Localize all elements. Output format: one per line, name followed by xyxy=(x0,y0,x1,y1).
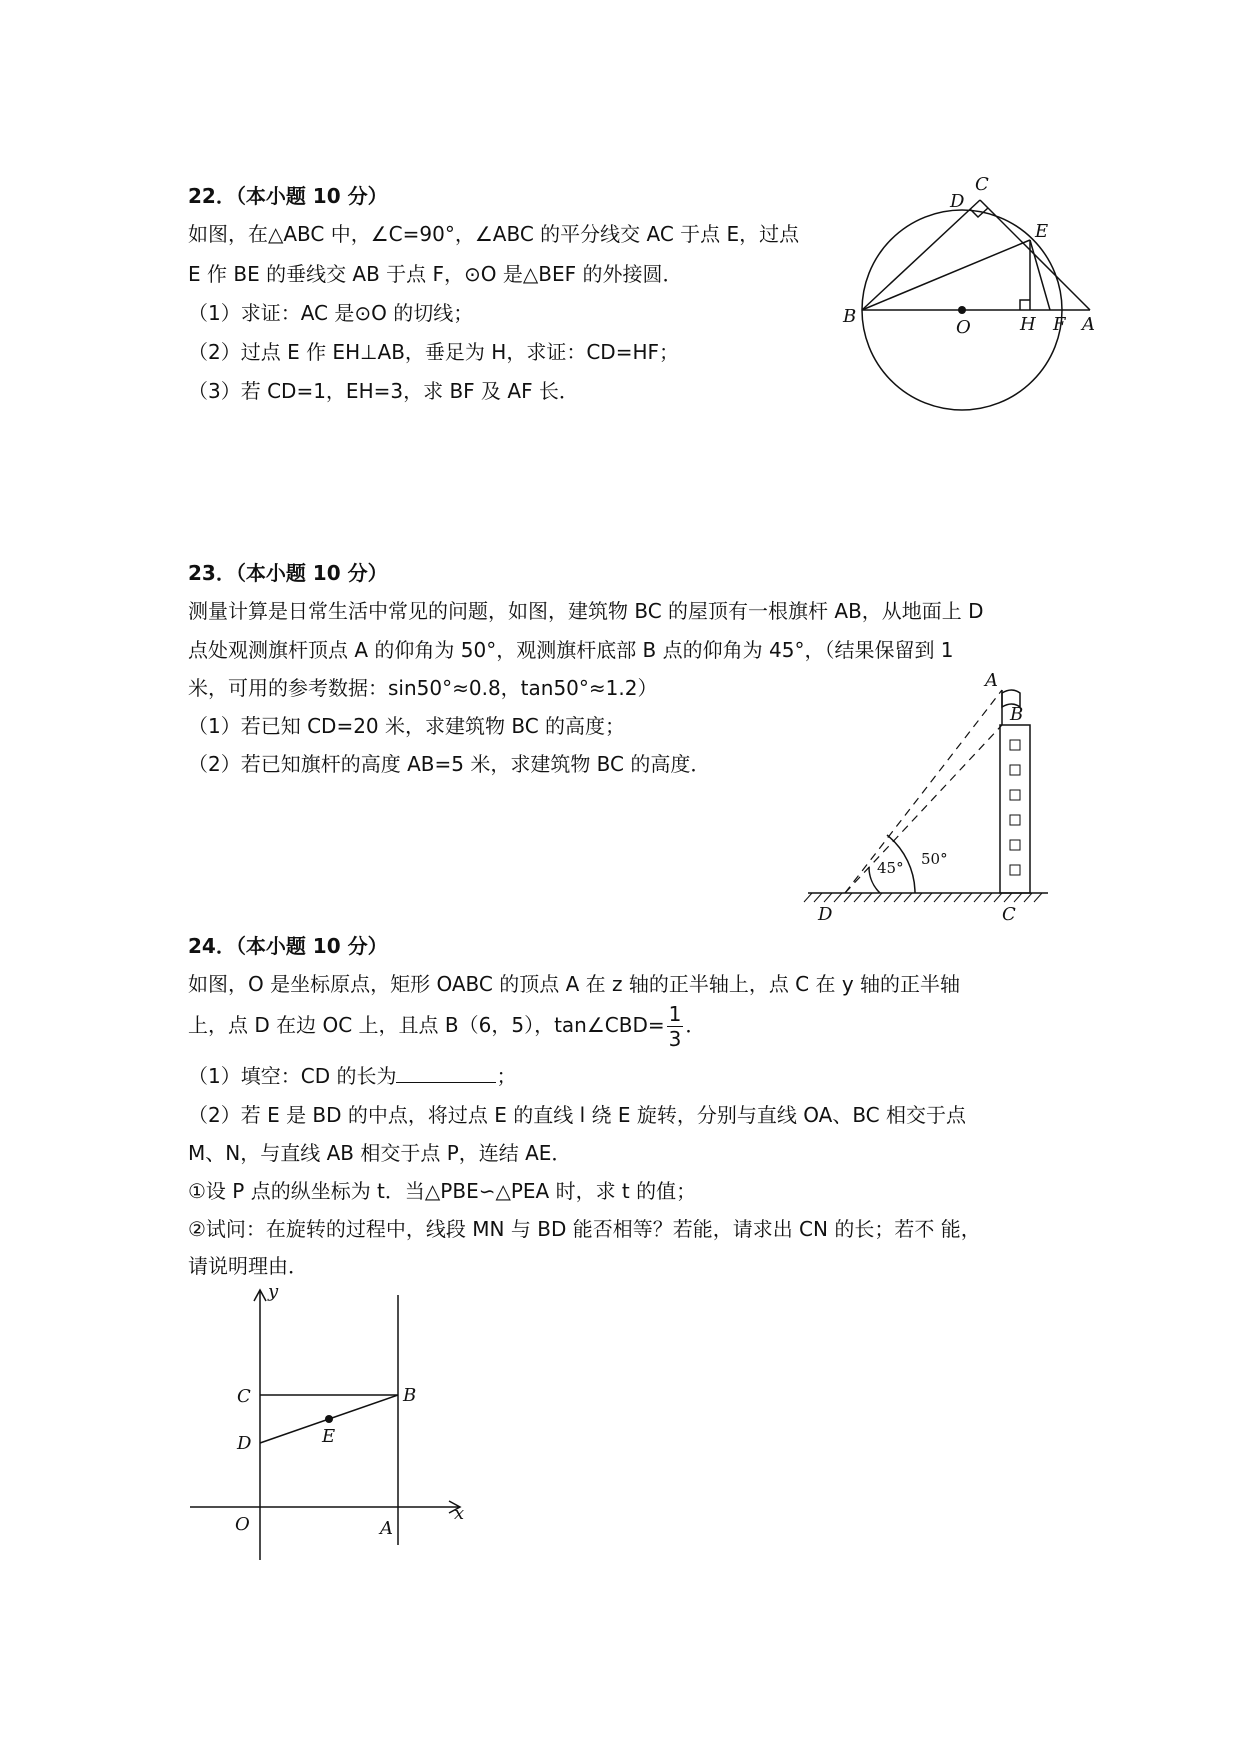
answer-blank[interactable] xyxy=(396,1066,496,1083)
problem-22-question-3: （3）若 CD=1，EH=3，求 BF 及 AF 长． xyxy=(188,379,579,403)
problem-23-title: 23．（本小题 10 分） xyxy=(188,561,388,585)
label-E: E xyxy=(1035,221,1049,242)
problem-22-title: 22．（本小题 10 分） xyxy=(188,184,388,208)
problem-23-stem-line-2: 点处观测旗杆顶点 A 的仰角为 50°，观测旗杆底部 B 点的仰角为 45°，（结果保留到 1 xyxy=(188,638,954,662)
question-1-end: ； xyxy=(496,1064,517,1088)
problem-24-question-2-line-2: M、N，与直线 AB 相交于点 P，连结 AE． xyxy=(188,1141,572,1165)
label-C: C xyxy=(1002,904,1016,925)
problem-24-stem-line-2 xyxy=(188,1004,705,1049)
label-x: x xyxy=(454,1503,465,1524)
problem-24-title: 24．（本小题 10 分） xyxy=(188,934,388,958)
label-A: A xyxy=(985,670,998,691)
label-B: B xyxy=(843,306,857,327)
problem-24-figure xyxy=(180,1280,480,1580)
fraction-numerator: 1 xyxy=(668,1002,682,1026)
label-angle-45: 45° xyxy=(877,859,904,877)
label-D: D xyxy=(950,191,965,212)
segment-BE xyxy=(862,240,1030,310)
label-F: F xyxy=(1053,314,1066,335)
window-3 xyxy=(1010,790,1020,800)
label-O: O xyxy=(956,317,971,338)
window-4 xyxy=(1010,815,1020,825)
fraction-denominator: 3 xyxy=(668,1027,682,1051)
point-E xyxy=(325,1415,333,1423)
problem-23-question-1: （1）若已知 CD=20 米，求建筑物 BC 的高度； xyxy=(188,714,626,738)
label-B: B xyxy=(403,1385,417,1406)
right-angle-H xyxy=(1020,300,1030,310)
problem-24-question-2-part-1: ①设 P 点的纵坐标为 t．当△PBE∽△PEA 时，求 t 的值； xyxy=(188,1179,697,1203)
problem-22-question-1: （1）求证：AC 是⊙O 的切线； xyxy=(188,301,474,325)
label-C: C xyxy=(237,1386,251,1407)
label-D: D xyxy=(818,904,833,925)
problem-22-figure xyxy=(830,165,1120,415)
window-5 xyxy=(1010,840,1020,850)
stem-2-end: ． xyxy=(685,1013,706,1037)
question-1-text: （1）填空：CD 的长为 xyxy=(188,1064,397,1088)
label-A: A xyxy=(380,1518,393,1539)
label-O: O xyxy=(235,1514,250,1535)
window-2 xyxy=(1010,765,1020,775)
label-H: H xyxy=(1020,314,1036,335)
label-B: B xyxy=(1010,704,1024,725)
fraction-one-third xyxy=(667,1004,684,1049)
problem-22-stem-line-1: 如图，在△ABC 中，∠C=90°，∠ABC 的平分线交 AC 于点 E，过点 xyxy=(188,222,800,246)
problem-24-question-2-line-5: 请说明理由． xyxy=(188,1254,308,1278)
label-y: y xyxy=(268,1281,279,1302)
label-C: C xyxy=(975,174,989,195)
problem-22-stem-line-2: E 作 BE 的垂线交 AB 于点 F，⊙O 是△BEF 的外接圆． xyxy=(188,262,683,286)
window-1 xyxy=(1010,740,1020,750)
problem-24-question-2-part-2: ②试问：在旋转的过程中，线段 MN 与 BD 能否相等？若能，请求出 CN 的长；若不 能， xyxy=(188,1217,981,1241)
center-point-O xyxy=(958,306,966,314)
label-E: E xyxy=(322,1426,336,1447)
stem-2-text: 上，点 D 在边 OC 上，且点 B（6，5），tan∠CBD= xyxy=(188,1013,665,1037)
problem-23-question-2: （2）若已知旗杆的高度 AB=5 米，求建筑物 BC 的高度． xyxy=(188,752,711,776)
problem-24-question-1 xyxy=(188,1060,516,1089)
segment-EF xyxy=(1030,240,1050,310)
label-D: D xyxy=(237,1433,252,1454)
segment-BC xyxy=(862,200,980,310)
label-angle-50: 50° xyxy=(921,850,948,868)
label-A: A xyxy=(1082,314,1095,335)
problem-23-figure xyxy=(800,670,1060,930)
problem-23-stem-line-1: 测量计算是日常生活中常见的问题，如图，建筑物 BC 的屋顶有一根旗杆 AB，从地面上 D xyxy=(188,599,984,623)
window-6 xyxy=(1010,865,1020,875)
problem-24-stem-line-1: 如图，O 是坐标原点，矩形 OABC 的顶点 A 在 z 轴的正半轴上，点 C 在 y 轴的正半轴 xyxy=(188,972,961,996)
problem-23-stem-line-3: 米，可用的参考数据：sin50°≈0.8，tan50°≈1.2） xyxy=(188,676,658,700)
problem-24-question-2-line-1: （2）若 E 是 BD 的中点，将过点 E 的直线 l 绕 E 旋转，分别与直线 OA、BC 相交于点 xyxy=(188,1103,967,1127)
problem-22-question-2: （2）过点 E 作 EH⊥AB，垂足为 H，求证：CD=HF； xyxy=(188,340,679,364)
